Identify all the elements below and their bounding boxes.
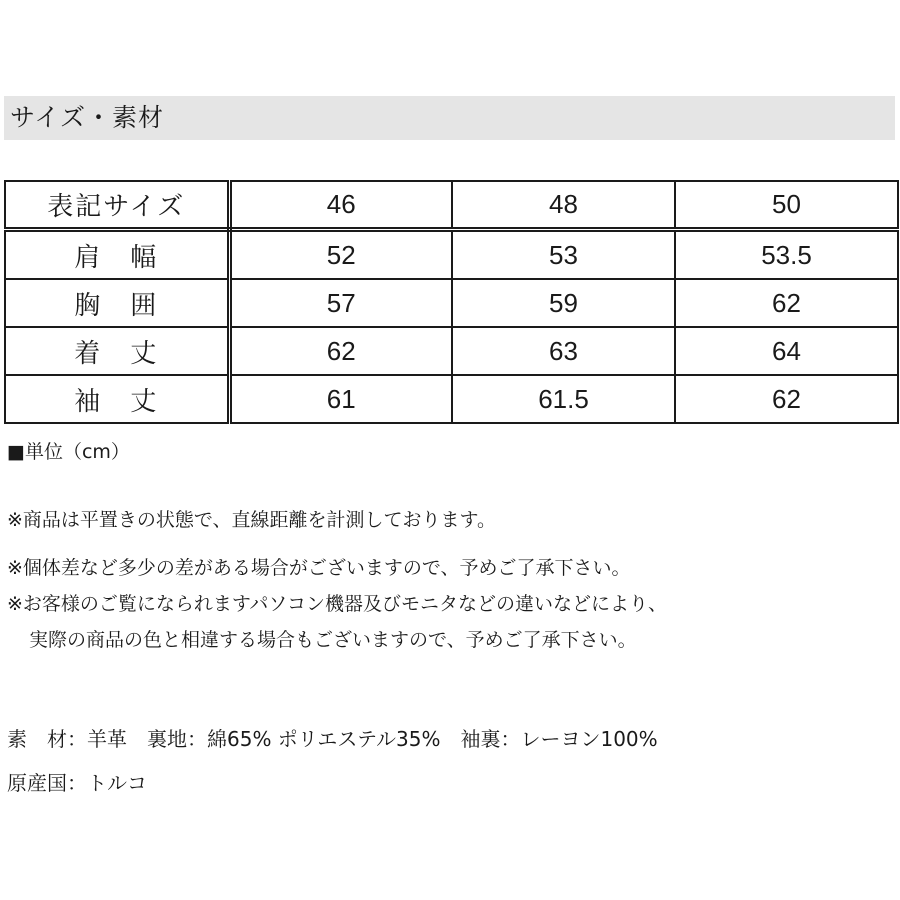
table-cell: 59: [452, 279, 675, 327]
note-line: ※個体差など多少の差がある場合がございますので、予めご了承下さい。: [7, 557, 631, 579]
table-cell: 61.5: [452, 375, 675, 423]
table-cell: 64: [675, 327, 898, 375]
notes: [7, 505, 887, 661]
table-cell: 62: [229, 327, 452, 375]
material-line: 素 材：羊革 裏地：綿65% ポリエステル35% 袖裏：レーヨン100%: [7, 727, 658, 751]
row-label: 着 丈: [5, 327, 229, 375]
row-label: 胸 囲: [5, 279, 229, 327]
table-row: [5, 327, 898, 375]
table-cell: 62: [675, 375, 898, 423]
product-info: [7, 723, 887, 811]
section-title: サイズ・素材: [10, 103, 165, 132]
table-cell: 57: [229, 279, 452, 327]
table-cell: 52: [229, 230, 452, 280]
size-header: 46: [229, 181, 452, 230]
table-row: [5, 375, 898, 423]
note-line: 実際の商品の色と相違する場合もございますので、予めご了承下さい。: [29, 629, 637, 651]
unit-note: ■単位（cm）: [7, 441, 130, 463]
row-label: 袖 丈: [5, 375, 229, 423]
header-label: 表記サイズ: [5, 181, 229, 230]
table-cell: 53: [452, 230, 675, 280]
note-line: ※商品は平置きの状態で、直線距離を計測しております。: [7, 509, 497, 531]
table-header-row: [5, 181, 898, 230]
table-cell: 62: [675, 279, 898, 327]
table-row: [5, 279, 898, 327]
section-header: [4, 96, 895, 140]
size-header: 50: [675, 181, 898, 230]
size-header: 48: [452, 181, 675, 230]
table-cell: 63: [452, 327, 675, 375]
size-table: [4, 180, 899, 424]
table-cell: 53.5: [675, 230, 898, 280]
table-row: [5, 230, 898, 280]
table-cell: 61: [229, 375, 452, 423]
origin-line: 原産国：トルコ: [7, 771, 147, 795]
row-label: 肩 幅: [5, 230, 229, 280]
note-line: ※お客様のご覧になられますパソコン機器及びモニタなどの違いなどにより、: [7, 593, 668, 615]
